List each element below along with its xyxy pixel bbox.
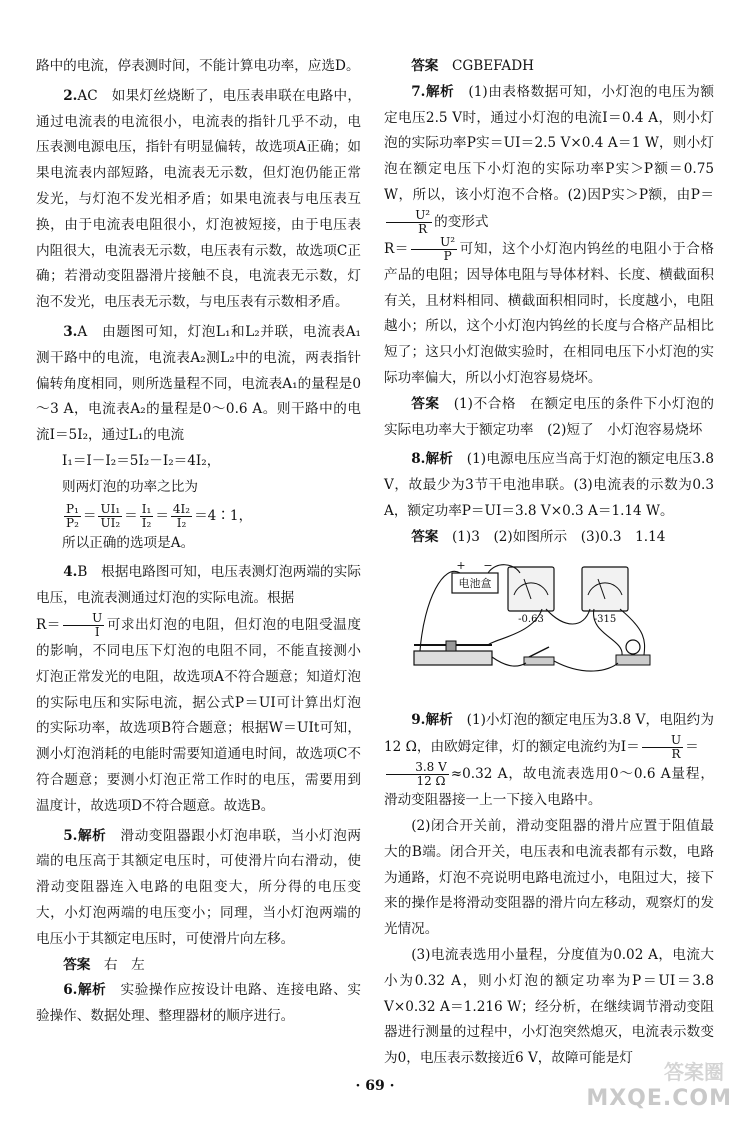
- right-column: [384, 54, 714, 1072]
- answer-2: 2.AC 如果灯丝烧断了，电压表串联在电路中，通过电流表的电流很小，电流表的指针几乎不动，电压表测电源电压，指针有明显偏转，故选项A正确；如果电流表内部短路，电流表无示数，但灯泡仍能正常发光，与灯泡不发光相矛盾；如果电流表与电压表互换，由于电流表电阻很小，灯泡被短接，由于电压表内阻很大，电流表无示数，电压表有示数，故选项C正确；若滑动变阻器滑片接触不良，电流表无示数，灯泡不发光，电压表无示数，与电压表有示数相矛盾。: [36, 87, 362, 311]
- ratio-equation: $\frac{\text{P₁}}{\text{P₂}}$ ＝ $\frac{\text{UI₁}}{\text{UI₂}}$ ＝ $\frac{\text{I₁}}{\text{I₂}}$ ＝ $\frac{\text{4I₂}}{\text{I₂}}$ ＝4∶1，: [66, 501, 253, 530]
- fraction: $\frac{U}{R}$: [642, 734, 683, 761]
- answer-5: 5.解析 滑动变阻器跟小灯泡串联，当小灯泡两端的电压高于其额定电压时，可使滑片向右滑动，使滑动变阻器连入电路的电阻变大，所分得的电压变大，小灯泡两端的电压变小；同理，当小灯泡两端的电压小于其额定电压时，可使滑片向左移。: [36, 827, 362, 947]
- fraction: $\frac{U}{I}$: [63, 612, 104, 639]
- equation-caption: 则两灯泡的功率之比为: [62, 478, 198, 495]
- answer-5-key: 答案 右 左: [63, 956, 145, 973]
- answer-4: 4.B 根据电路图可知，电压表测灯泡两端的实际电压，电流表测通过灯泡的实际电流。根据 R＝ $\frac{U}{I}$ 可求出灯泡的电阻，但灯泡的电阻受温度的影响，不同电压下灯泡的电阻不同，不能直接测小灯泡正常发光的电阻，故选项A不符合题意；知道灯泡的实际电压和实际电流，据公式P＝UI可计算出灯泡的实际功率，故选项B符合题意；根据W＝UIt可知，测小灯泡消耗的电能时需要知道通电时间，故选项C不符合题意；要测小灯泡正常工作时的电压，需要用到温度计，故选项D不符合题意。故选B。: [36, 564, 362, 814]
- fraction: $\frac{\text{U²}}{R}$: [386, 209, 432, 236]
- fraction: $\frac{\text{P₁}}{\text{P₂}}$: [66, 501, 79, 530]
- battery-minus: −: [483, 558, 493, 572]
- voltmeter-terminals: -315: [593, 613, 617, 625]
- answer-7-key: 答案 (1)不合格 在额定电压的条件下小灯泡的实际电功率大于额定功率 (2)短了 小灯泡容易烧坏: [384, 395, 715, 438]
- answer-3: 3.A 由题图可知，灯泡L₁和L₂并联，电流表A₁测干路中的电流，电流表A₂测L₂中的电流，两表指针偏转角度相同，则所选量程不同，电流表A₁的量程是0～3 A，电流表A₂的量程是0～0.6 A。则干路中的电流I＝5I₂，通过L₁的电流: [36, 323, 362, 444]
- ammeter: [508, 567, 554, 625]
- circuit-figure: [384, 559, 714, 689]
- answer-9: 9.解析 (1)小灯泡的额定电压为3.8 V，电阻约为12 Ω，由欧姆定律，灯的额定电流约为I＝ $\frac{U}{R}$ ＝ $\frac{3.8 V}{12 \Omega}$ ≈0.32 A，故电流表选用0～0.6 A量程，滑动变阻器接一上一下接入电路中。: [384, 712, 714, 809]
- answer-9-part3: (3)电流表选用小量程，分度值为0.02 A，电流大小为0.32 A，则小灯泡的额定功率为P＝UI＝3.8 V×0.32 A＝1.216 W；经分析，在继续调节滑动变阻器进行测量的过程中，小灯泡突然熄灭，电流表示数变为0，电压表示数接近6 V，故障可能是灯: [384, 946, 714, 1067]
- answer-8: 8.解析 (1)电源电压应当高于灯泡的额定电压3.8 V，故最少为3节干电池串联。(3)电流表的示数为0.3 A，额定功率P＝UI＝3.8 V×0.3 A＝1.14 W。: [384, 451, 715, 519]
- fraction: $\frac{3.8 V}{12 \Omega}$: [386, 761, 449, 788]
- watermark-url: MXQE.COM: [586, 1086, 732, 1111]
- page-number: · 69 ·: [355, 1078, 395, 1094]
- answer-9-part2: (2)闭合开关前，滑动变阻器的滑片应置于阻值最大的B端。闭合开关，电压表和电流表都有示数，电路为通路，灯泡不亮说明电路电流过小，电阻过大，接下来的操作是将滑动变阻器的滑片向左移动，观察灯的发光情况。: [384, 817, 714, 938]
- paragraph: 路中的电流，停表测时间，不能计算电功率，应选D。: [36, 58, 360, 74]
- equation: I₁＝I－I₂＝5I₂－I₂＝4I₂，: [62, 452, 221, 469]
- left-column: [36, 54, 361, 1030]
- fraction: $\frac{\text{UI₁}}{\text{UI₂}}$: [100, 501, 121, 530]
- lamp: [616, 640, 650, 665]
- ammeter-terminals: -0.63: [518, 613, 544, 625]
- watermark-logo: 答案圈: [664, 1060, 724, 1084]
- answer-6-key: 答案 CGBEFADH: [411, 58, 534, 74]
- answer-6: 6.解析 实验操作应按设计电路、连接电路、实验操作、数据处理、整理器材的顺序进行。: [36, 982, 362, 1025]
- battery-plus: +: [456, 558, 466, 572]
- fraction: $\frac{\text{4I₂}}{\text{I₂}}$: [172, 501, 191, 530]
- fraction: $\frac{\text{I₁}}{\text{I₂}}$: [141, 501, 152, 530]
- answer-7: 7.解析 (1)由表格数据可知，小灯泡的电压为额定电压2.5 V时，通过小灯泡的电流I＝0.4 A，则小灯泡的实际功率P实＝UI＝2.5 V×0.4 A＝1 W，则小灯泡在额定电压下小灯泡的实际功率P实＞P额＝0.75 W，所以，该小灯泡不合格。(2)因P实＞P额，由P＝ $\frac{\text{U²}}{R}$ 的变形式 R＝ $\frac{\text{U²}}{P}$ 可知，这个小灯泡内钨丝的电阻小于合格产品的电阻；因导体电阻与导体材料、长度、横截面积有关，且材料相同、横截面积相同时，长度越小，电阻越小；所以，这个小灯泡内钨丝的长度与合格产品相比短了；这只小灯泡做实验时，在相同电压下小灯泡的实际功率偏大，所以小灯泡容易烧坏。: [384, 83, 715, 386]
- answer-8-key: 答案 (1)3 (2)如图所示 (3)0.3 1.14: [411, 528, 666, 545]
- conclusion: 所以正确的选项是A。: [62, 534, 195, 551]
- voltmeter: [582, 567, 628, 625]
- battery-label: 电池盒: [458, 576, 492, 590]
- fraction: $\frac{\text{U²}}{P}$: [411, 236, 457, 263]
- switch: [524, 647, 554, 665]
- rheostat: [414, 641, 492, 665]
